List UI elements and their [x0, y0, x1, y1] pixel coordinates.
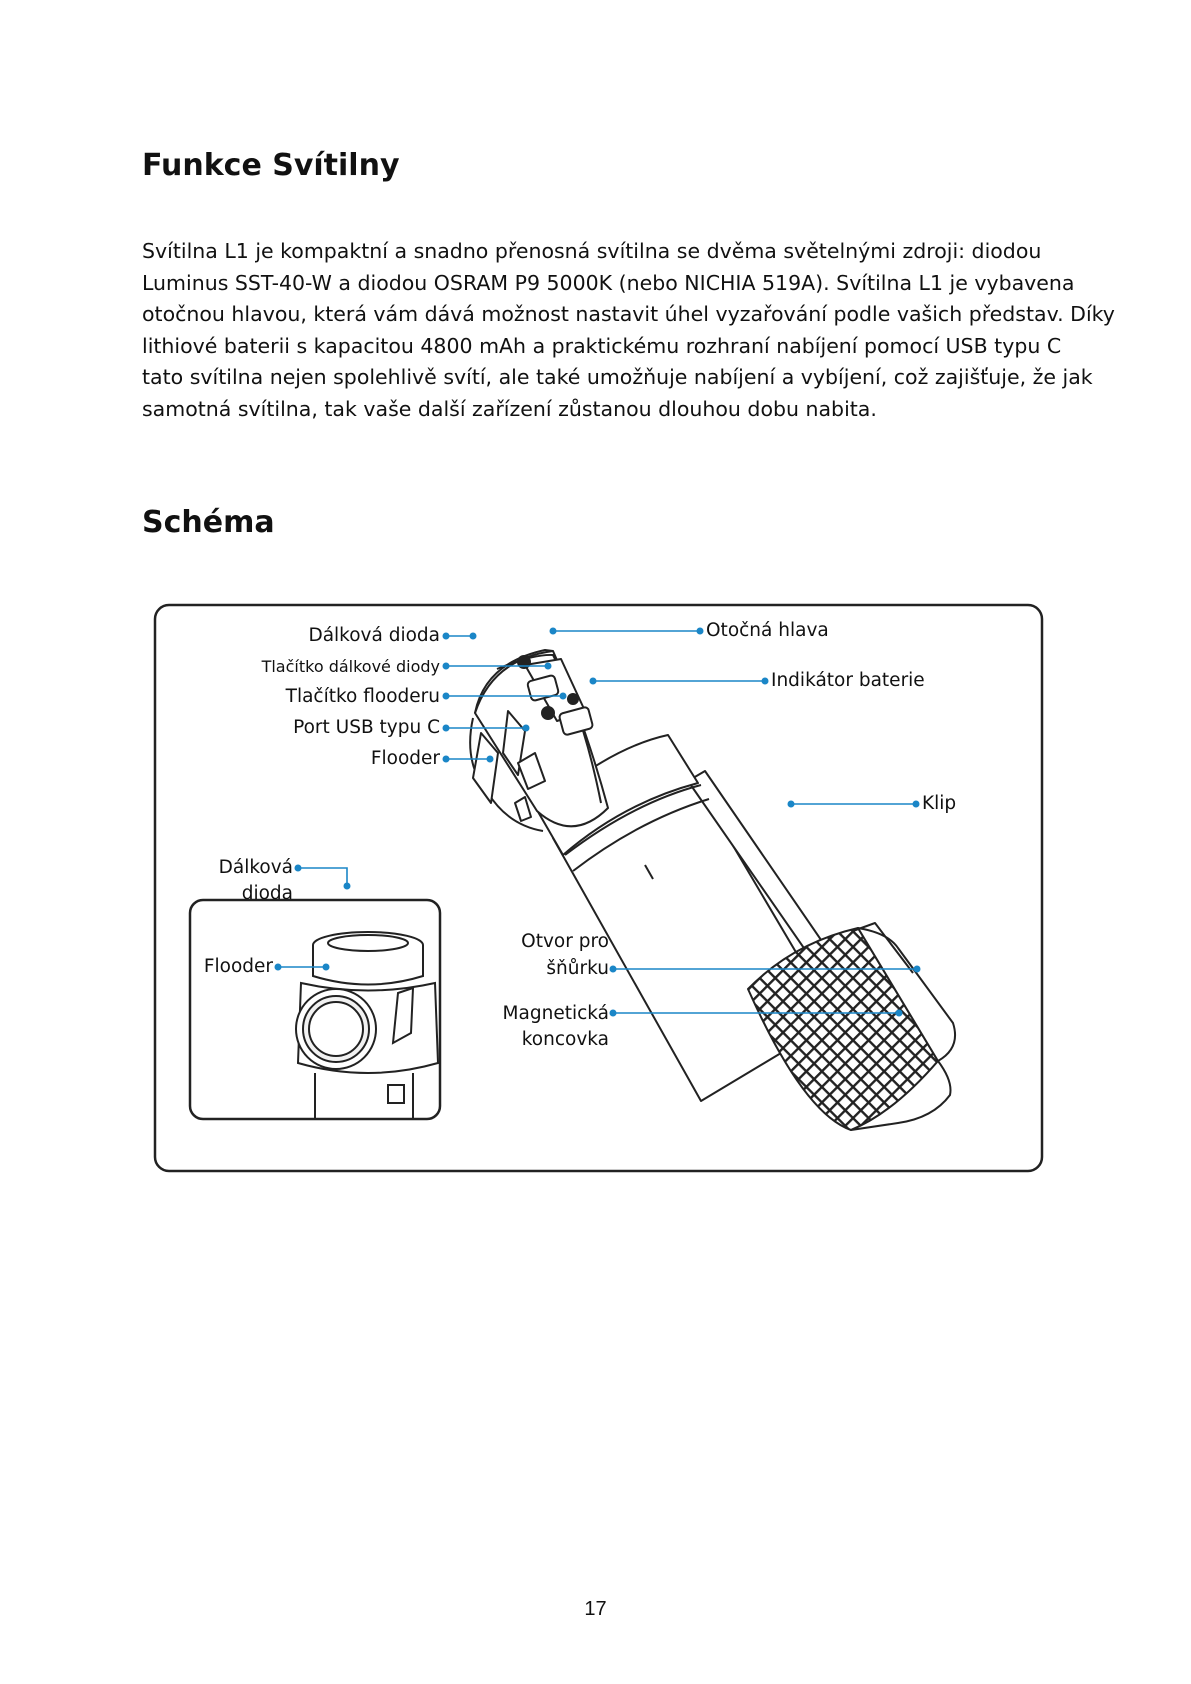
label-inset-long-diode: Dálková — [218, 857, 293, 878]
label-inset-long-diode: dioda — [241, 883, 293, 904]
label-usb-port: Port USB typu C — [293, 717, 440, 738]
paragraph-line: otočnou hlavou, která vám dává možnost nastavit úhel vyzařování podle vašich představ. Díky — [142, 302, 1115, 326]
paragraph-line: samotná svítilna, tak vaše další zařízení zůstanou dlouhou dobu nabita. — [142, 396, 877, 421]
label-flood-button: Tlačítko flooderu — [285, 686, 440, 707]
label-magnetic-tail: Magnetická — [502, 1003, 609, 1024]
paragraph-line: tato svítilna nejen spolehlivě svítí, ale také umožňuje nabíjení a vybíjení, což zajišťuje, že jak — [142, 365, 1093, 389]
flashlight-illustration — [470, 650, 955, 1130]
page-number: 17 — [584, 1598, 607, 1620]
label-long-diode-button: Tlačítko dálkové diody — [261, 657, 440, 676]
paragraph-line: Luminus SST-40-W a diodou OSRAM P9 5000K (nebo NICHIA 519A). Svítilna L1 je vybavena — [142, 270, 1075, 295]
label-clip: Klip — [922, 793, 957, 814]
label-lanyard-hole: šňůrku — [546, 958, 609, 979]
label-flooder: Flooder — [370, 748, 440, 769]
label-long-diode: Dálková dioda — [308, 625, 440, 646]
functions-paragraph — [142, 236, 1115, 425]
paragraph-line: Svítilna L1 je kompaktní a snadno přenosná svítilna se dvěma světelnými zdroji: diodou — [142, 239, 1042, 263]
label-rotating-head: Otočná hlava — [706, 620, 829, 641]
label-magnetic-tail: koncovka — [521, 1029, 609, 1050]
label-lanyard-hole: Otvor pro — [521, 931, 609, 952]
section-title-schema: Schéma — [142, 505, 275, 540]
paragraph-line: lithiové baterii s kapacitou 4800 mAh a praktickému rozhraní nabíjení pomocí USB typu C — [142, 333, 1062, 358]
label-battery-indicator: Indikátor baterie — [771, 670, 925, 691]
flashlight-diagram — [153, 603, 1044, 1173]
section-title-functions: Funkce Svítilny — [142, 148, 400, 183]
label-inset-flooder: Flooder — [203, 956, 273, 977]
